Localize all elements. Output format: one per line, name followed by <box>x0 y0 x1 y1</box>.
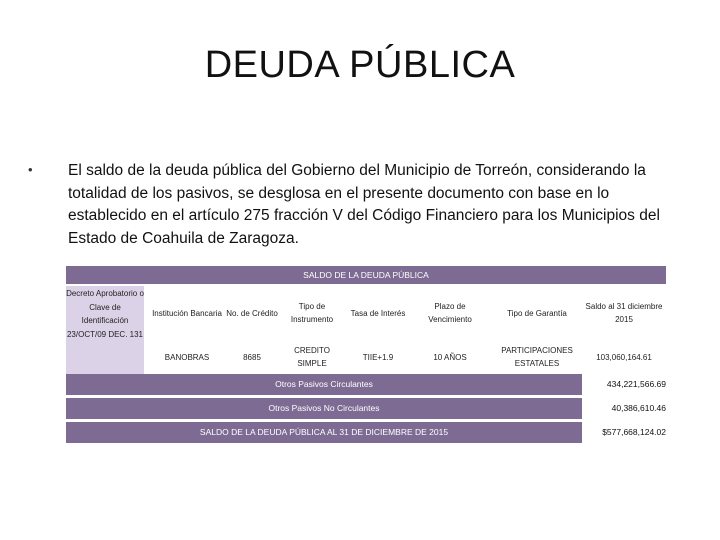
header-tipo-instrumento: Tipo de Instrumento <box>290 302 334 324</box>
table-title: SALDO DE LA DEUDA PÚBLICA <box>66 266 666 286</box>
value-total: $577,668,124.02 <box>582 422 666 443</box>
cell-garantia: PARTICIPACIONES ESTATALES <box>501 346 573 368</box>
cell-tipo-instrumento: CREDITO SIMPLE <box>294 346 330 368</box>
header-saldo: Saldo al 31 diciembre 2015 <box>585 302 663 324</box>
label-otros-no-circulantes: Otros Pasivos No Circulantes <box>66 398 582 419</box>
slide-title: DEUDA PÚBLICA <box>204 44 516 86</box>
row-otros-circulantes <box>66 374 666 398</box>
header-plazo: Plazo de Vencimiento <box>428 302 472 324</box>
label-otros-circulantes: Otros Pasivos Circulantes <box>66 374 582 395</box>
value-otros-circulantes: 434,221,566.69 <box>582 374 666 395</box>
header-institucion: Institución Bancaria <box>152 308 222 318</box>
debt-table <box>66 266 666 446</box>
cell-institucion: BANOBRAS <box>164 352 210 362</box>
value-otros-no-circulantes: 40,386,610.46 <box>582 398 666 419</box>
header-tasa: Tasa de Interés <box>350 308 406 318</box>
bullet-text: El saldo de la deuda pública del Gobierno del Municipio de Torreón, considerando la totalidad de los pasivos, se desglosa en el presente documento con base en lo establecido en el artículo 275 fracción V del Código Financiero para los Municipios del Estado de Coahuila de Zaragoza. <box>68 162 660 247</box>
cell-no-credito: 8685 <box>243 352 261 362</box>
header-garantia: Tipo de Garantía <box>507 308 567 318</box>
row-otros-no-circulantes <box>66 398 666 422</box>
header-no-credito: No. de Crédito <box>226 308 278 318</box>
bullet-dot-icon: • <box>28 162 33 177</box>
table-body <box>66 286 666 374</box>
cell-plazo: 10 AÑOS <box>433 352 467 362</box>
cell-tasa: TIIE+1.9 <box>362 352 394 362</box>
label-total: SALDO DE LA DEUDA PÚBLICA AL 31 DE DICIEMBRE DE 2015 <box>66 422 582 443</box>
decreto-cell: Decreto Aprobatorio o Clave de Identificación 23/OCT/09 DEC. 131 <box>66 286 146 374</box>
row-total <box>66 422 666 446</box>
cell-saldo: 103,060,164.61 <box>596 352 652 362</box>
